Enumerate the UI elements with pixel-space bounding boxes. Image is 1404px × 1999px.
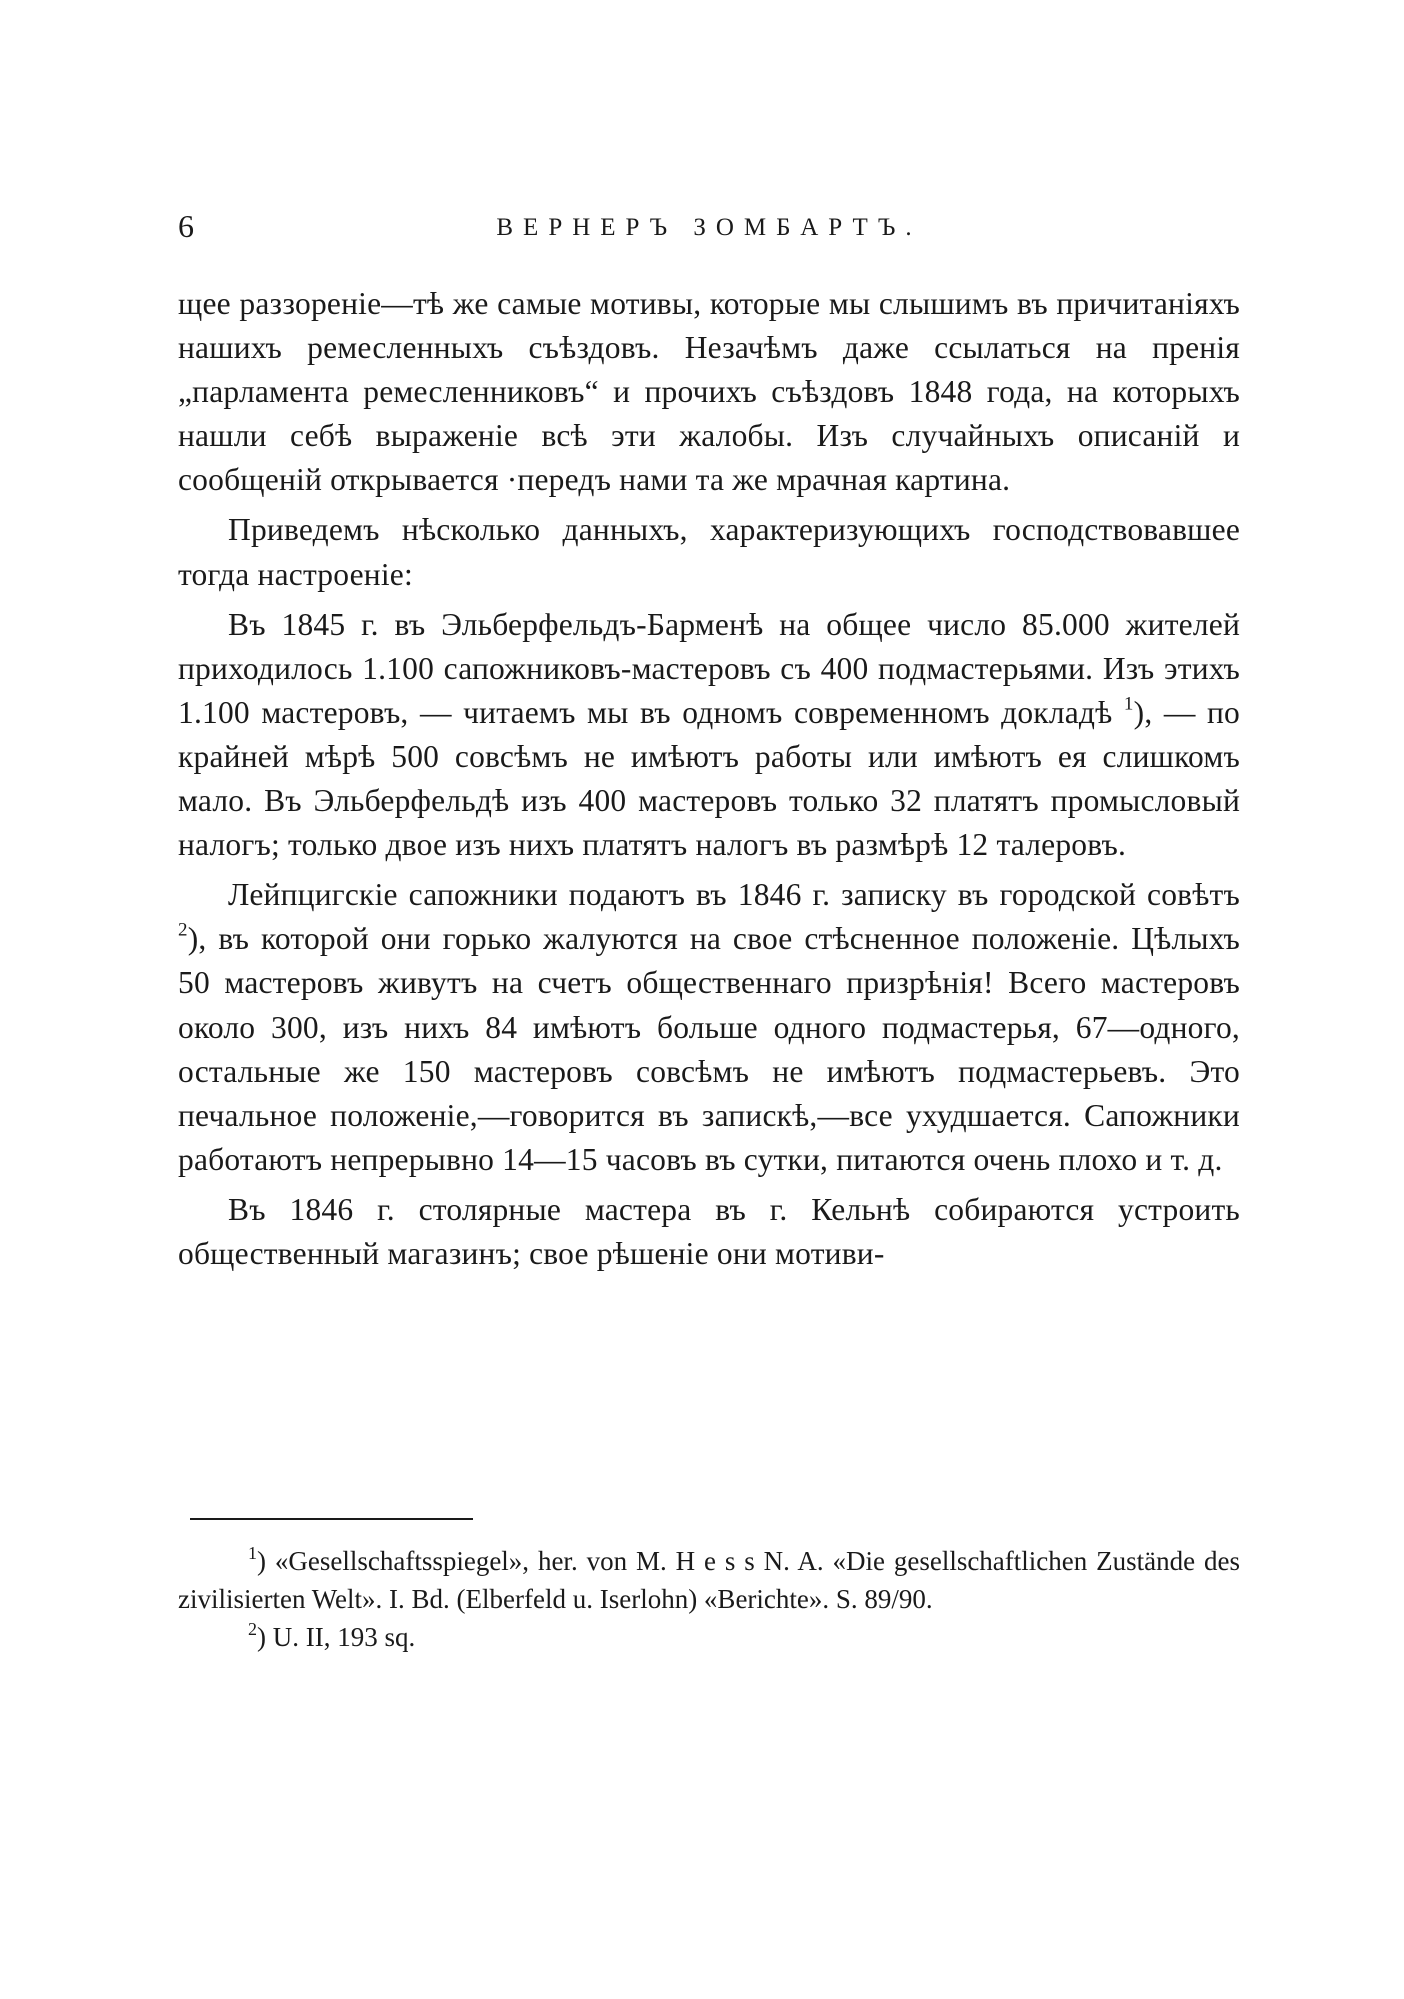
footnote [178, 1618, 1240, 1656]
paragraph-text: Въ 1845 г. въ Эльберфельдъ-Барменѣ на общее число 85.000 жителей приходилось 1.100 сапожниковъ-мастеровъ съ 400 подмастерьями. Изъ этихъ 1.100 мастеровъ, — читаемъ мы въ одномъ современномъ докладѣ [178, 606, 1240, 730]
paragraph [178, 603, 1240, 868]
paragraph: Въ 1846 г. столярные мастера въ г. Кельнѣ собираются устроить общественный магазинъ; свое рѣшеніе они мотиви- [178, 1191, 1240, 1271]
footnotes [178, 1542, 1240, 1656]
paragraph-text: ), въ которой они горько жалуются на свое стѣсненное положеніе. Цѣлыхъ 50 мастеровъ живутъ на счетъ общественнаго призрѣнія! Всего мастеровъ около 300, изъ нихъ 84 имѣютъ больше одного подмастерья, 67—одного, остальные же 150 мастеровъ совсѣмъ не имѣютъ подмастерьевъ. Это печальное положеніе,—говорится въ запискѣ,—все ухудшается. Сапожники работаютъ непрерывно 14—15 часовъ въ сутки, питаются очень плохо и т. д. [178, 921, 1240, 1177]
page-number: 6 [178, 208, 194, 244]
paragraph: Приведемъ нѣсколько данныхъ, характеризующихъ господствовавшее тогда настроеніе: [178, 512, 1240, 592]
footnote-mark: 2 [248, 1619, 257, 1640]
footnote-separator [190, 1518, 473, 1520]
page-header [178, 206, 1240, 246]
footnote-mark: 1 [248, 1543, 257, 1564]
footnote-text: ) U. II, 193 sq. [257, 1622, 416, 1652]
paragraph-text: ), — по крайней мѣрѣ 500 совсѣмъ не имѣютъ работы или имѣютъ ея слишкомъ мало. Въ Эльберфельдѣ изъ 400 мастеровъ только 32 платятъ промысловый налогъ; только двое изъ нихъ платятъ налогъ въ размѣрѣ 12 талеровъ. [178, 694, 1241, 863]
footnote-reference[interactable]: 2 [178, 920, 188, 942]
paragraph-text: Лейпцигскіе сапожники подаютъ въ 1846 г. записку въ городской совѣтъ [228, 877, 1240, 913]
running-title: ВЕРНЕРЪ ЗОМБАРТЪ. [496, 214, 922, 241]
footnote-text: ) «Gesellschaftsspiegel», her. von M. H e s s N. A. «Die gesellschaftlichen Zustände des zivilisierten Welt». I. Bd. (Elberfeld u. Iserlohn) «Berichte». S. 89/90. [178, 1546, 1240, 1614]
footnote [178, 1542, 1240, 1618]
paragraph: щее раззореніе—тѣ же самые мотивы, которые мы слышимъ въ причитаніяхъ нашихъ ремесленныхъ съѣздовъ. Незачѣмъ даже ссылаться на пренія „парламента ремесленниковъ“ и прочихъ съѣздовъ 1848 года, на которыхъ нашли себѣ выраженіе всѣ эти жалобы. Изъ случайныхъ описаній и сообщеній открывается ·передъ нами та же мрачная картина. [178, 286, 1240, 498]
footnote-reference[interactable]: 1 [1123, 693, 1134, 715]
paragraph [178, 873, 1240, 1182]
main-text [178, 282, 1240, 1276]
